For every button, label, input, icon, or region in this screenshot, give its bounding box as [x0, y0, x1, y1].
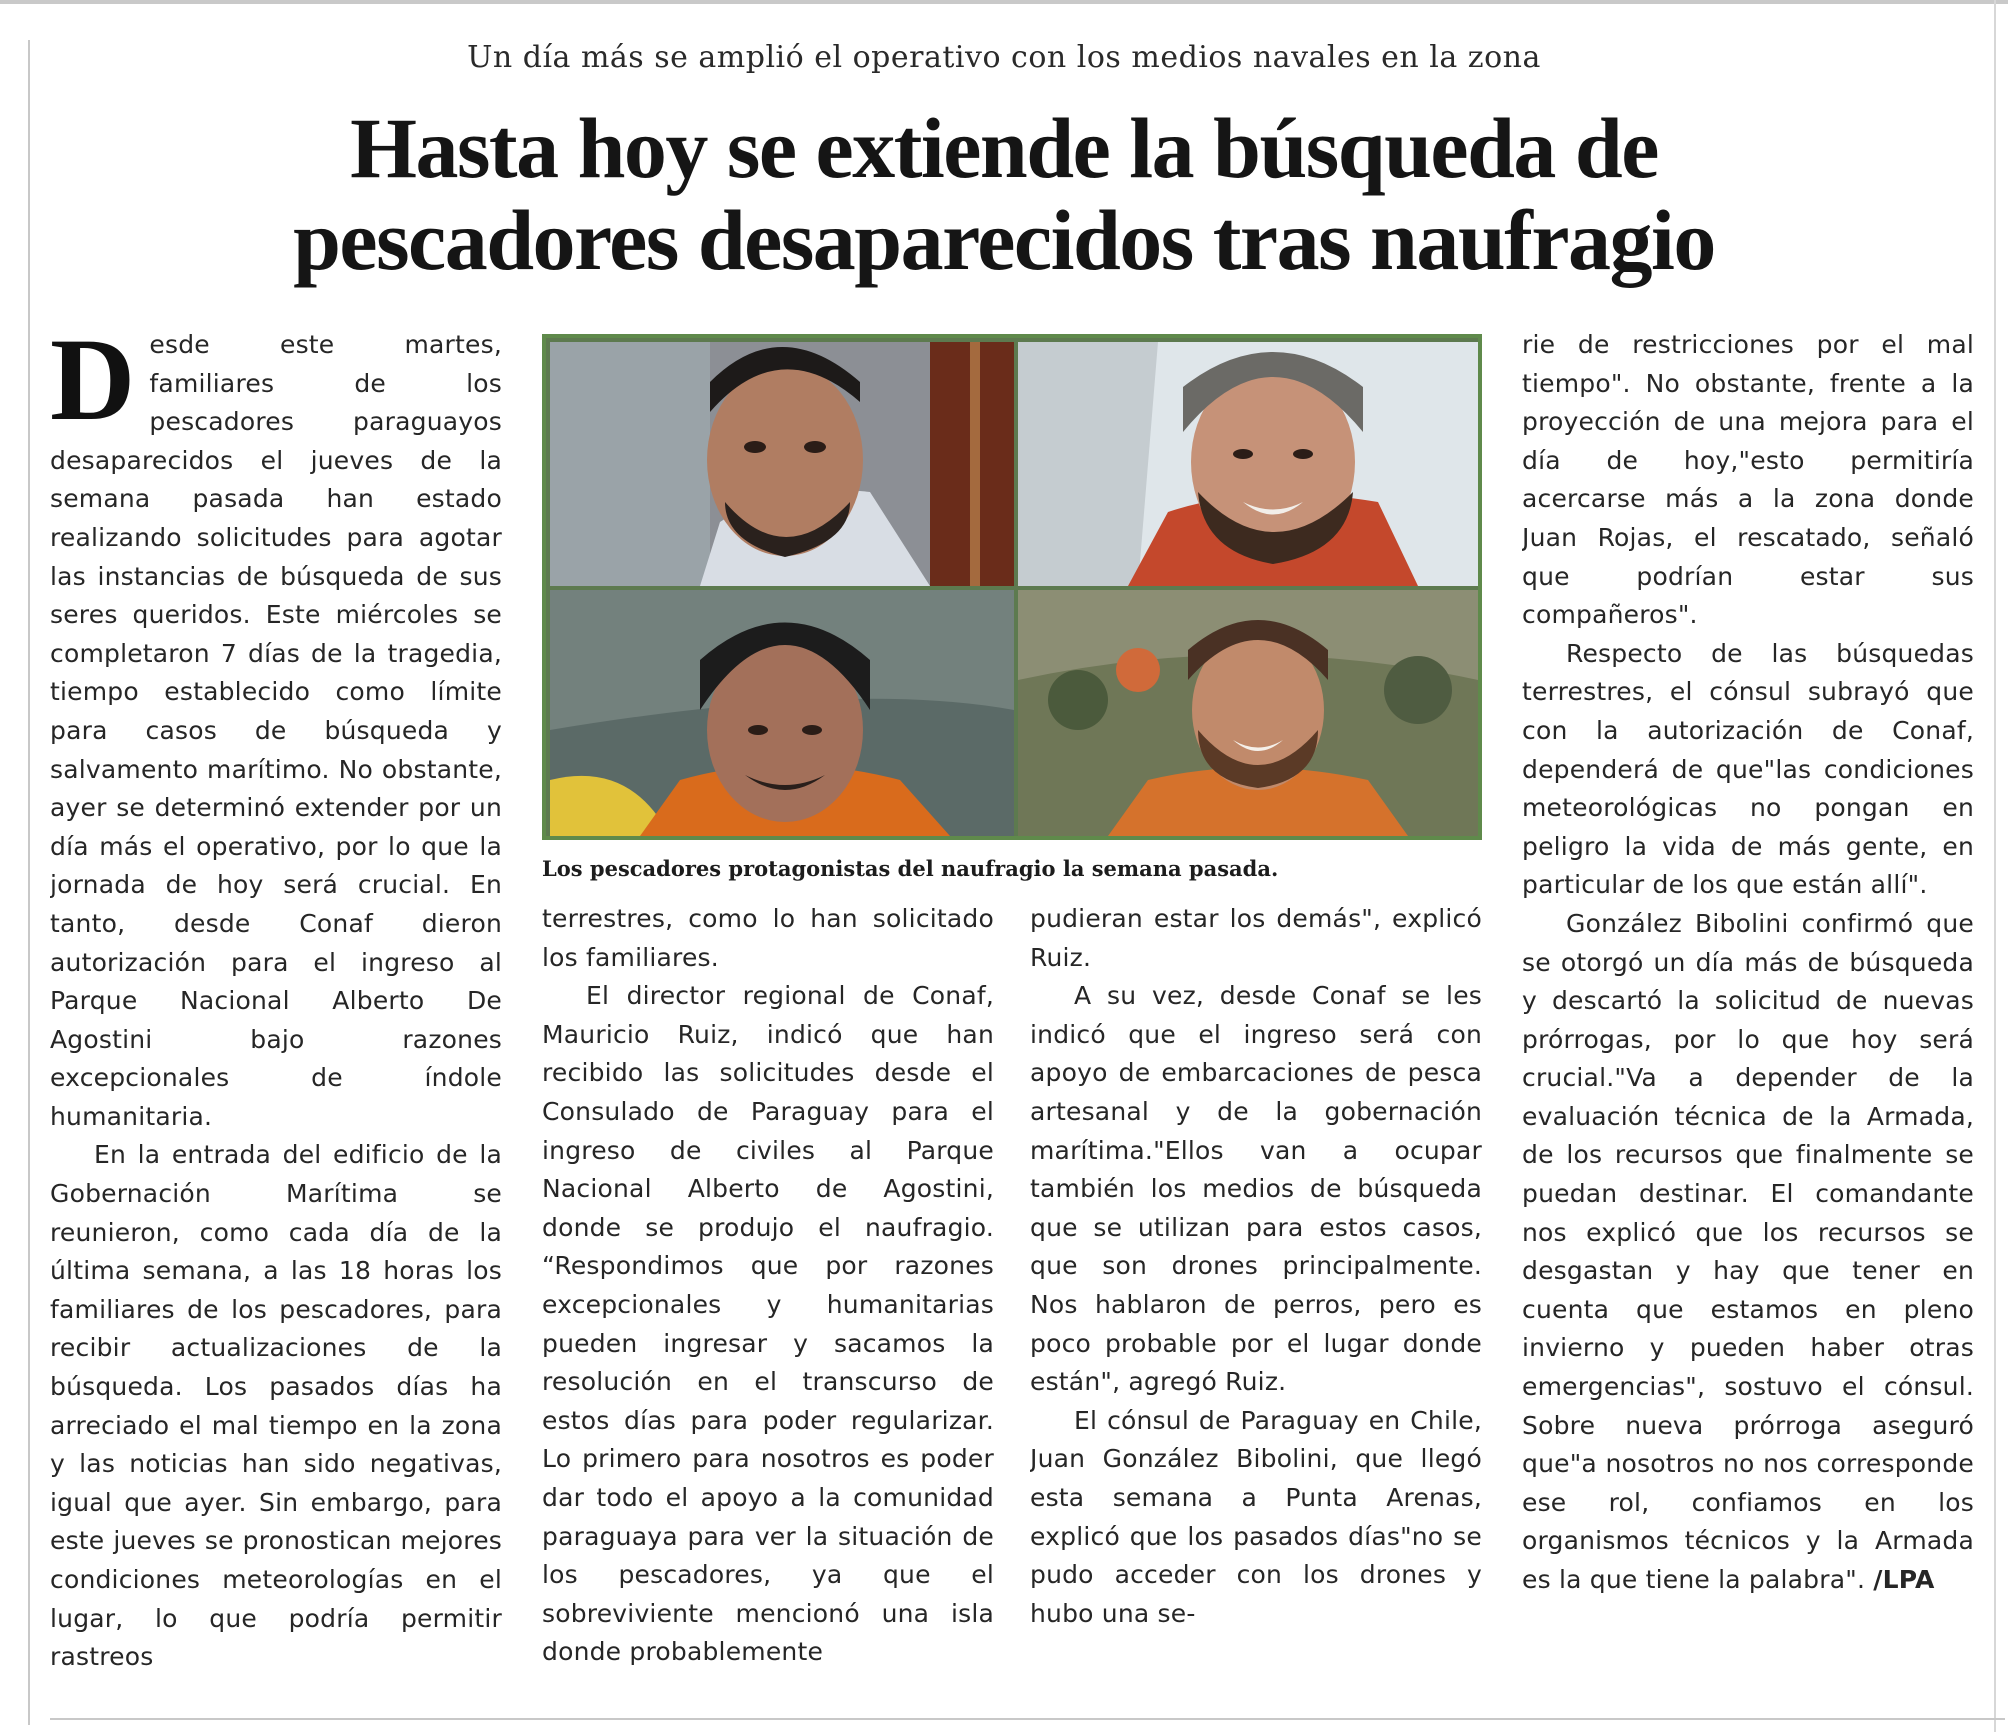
article-headline [0, 102, 2008, 286]
paragraph: terrestres, como lo han solicitado los familiares. [542, 904, 994, 972]
article-kicker: Un día más se amplió el operativo con los medios navales en la zona [467, 40, 1541, 75]
fisherman-photo-1 [550, 342, 1014, 586]
author-signature: /LPA [1873, 1565, 1935, 1594]
article-column-3 [1030, 900, 1482, 1711]
bottom-rule [50, 1718, 2005, 1720]
paragraph-text: esde este martes, familiares de los pescadores paraguayos desaparecidos el jueves de la semana pasada han estado realizando solicitudes para agotar las instancias de búsqueda de sus seres queridos. Este miércoles se completaron 7 días de la tragedia, tiempo establecido como límite para casos de búsqueda y salvamento marítimo. No obstante, ayer se determinó extender por un día más el operativo, por lo que la jornada de hoy será crucial. En tanto, desde Conaf dieron autorización para el ingreso al Parque Nacional Alberto De Agostini bajo razones excepcionales de índole humanitaria. [50, 330, 502, 1131]
paragraph [50, 326, 502, 1136]
drop-cap: D [50, 326, 136, 445]
paragraph: El cónsul de Paraguay en Chile, Juan González Bibolini, que llegó esta semana a Punta Arenas, explicó que los pasados días"no se pudo acceder con los drones y hubo una se- [1030, 1405, 1482, 1628]
headline-line-2: pescadores desaparecidos tras naufragio [293, 192, 1715, 288]
fisherman-photo-3 [550, 590, 1014, 836]
fisherman-photo-4 [1018, 590, 1478, 836]
paragraph: El director regional de Conaf, Mauricio Ruiz, indicó que han recibido las solicitudes desde el Consulado de Paraguay para el ingreso de civiles al Parque Nacional Alberto de Agostini, donde se produjo el naufragio. “Respondimos que por razones excepcionales y humanitarias pueden ingresar y sacamos la resolución en el transcurso de estos días para poder regularizar. Lo primero para nosotros es poder dar todo el apoyo a la comunidad paraguaya para ver la situación de los pescadores, ya que el sobreviviente mencionó una isla donde probablemente [542, 981, 994, 1667]
paragraph: pudieran estar los demás", explicó Ruiz. [1030, 904, 1482, 972]
top-rule [0, 0, 2008, 4]
headline-line-1: Hasta hoy se extiende la búsqueda de [350, 100, 1658, 196]
fisherman-photo-2 [1018, 342, 1478, 586]
article-column-4 [1522, 326, 1974, 1711]
photo-caption: Los pescadores protagonistas del naufragio la semana pasada. [542, 856, 1279, 881]
article-column-2 [542, 900, 994, 1711]
paragraph: En la entrada del edificio de la Gobernación Marítima se reunieron, como cada día de la última semana, a las 18 horas los familiares de los pescadores, para recibir actualizaciones de la búsqueda. Los pasados días ha arreciado el mal tiempo en la zona y las noticias han sido negativas, igual que ayer. Sin embargo, para este jueves se pronostican mejores condiciones meteorologías en el lugar, lo que podría permitir rastreos [50, 1140, 502, 1672]
paragraph: A su vez, desde Conaf se les indicó que el ingreso será con apoyo de embarcaciones de pesca artesanal y de la gobernación marítima."Ellos van a ocupar también los medios de búsqueda que se utilizan para estos casos, que son drones principalmente. Nos hablaron de perros, pero es poco probable por el lugar donde están", agregó Ruiz. [1030, 981, 1482, 1397]
paragraph [1522, 905, 1974, 1600]
paragraph: rie de restricciones por el mal tiempo". No obstante, frente a la proyección de una mejora para el día de hoy,"esto permitiría acercarse más a la zona donde Juan Rojas, el rescatado, señaló que podrían estar sus compañeros". [1522, 330, 1974, 630]
paragraph-text: González Bibolini confirmó que se otorgó un día más de búsqueda y descartó la solicitud de nuevas prórrogas, por lo que hoy será crucial."Va a depender de la evaluación técnica de la Armada, de los recursos que finalmente se puedan destinar. El comandante nos explicó que los recursos se desgastan y hay que tener en cuenta que estamos en pleno invierno y pueden haber otras emergencias", sostuvo el cónsul. Sobre nueva prórroga aseguró que"a nosotros no nos corresponde ese rol, confiamos en los organismos técnicos y la Armada es la que tiene la palabra". [1522, 908, 1974, 1594]
photo-grid [542, 334, 1482, 840]
article-column-1 [50, 326, 502, 1711]
left-column-rule [28, 40, 30, 1725]
paragraph: Respecto de las búsquedas terrestres, el cónsul subrayó que con la autorización de Conaf, dependerá de que"las condiciones meteorológicas no pongan en peligro la vida de más gente, en particular de los que están allí". [1522, 638, 1974, 900]
